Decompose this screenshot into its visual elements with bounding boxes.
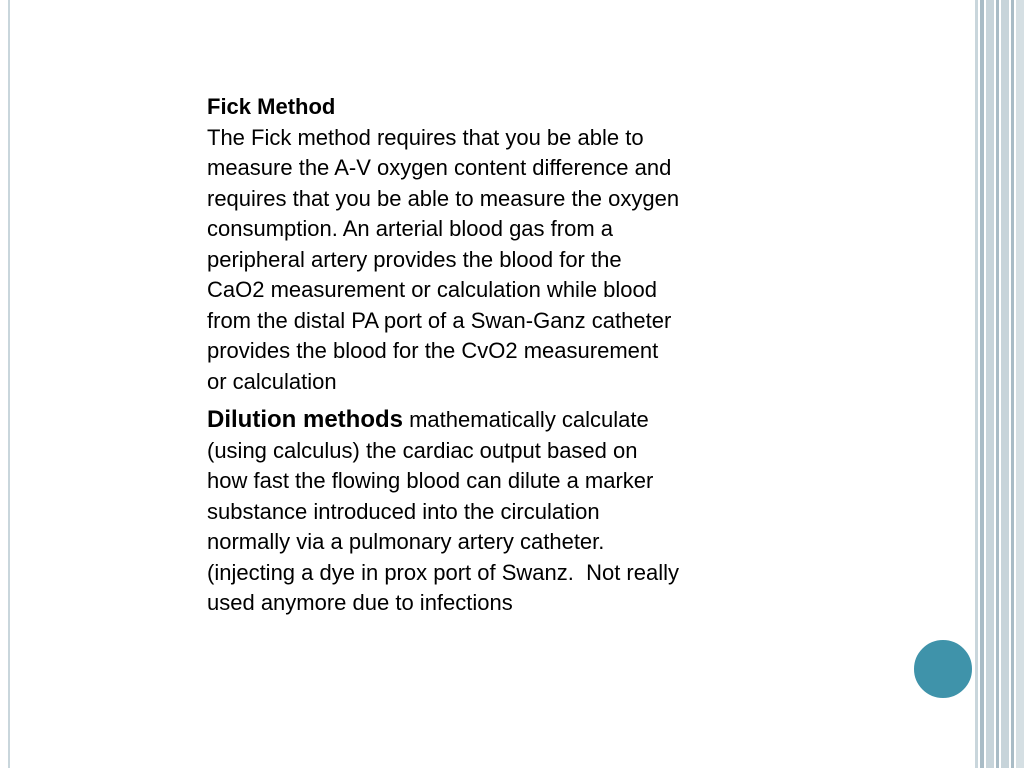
fick-heading: Fick Method xyxy=(207,94,336,119)
dilution-line: (using calculus) the cardiac output based on xyxy=(207,437,638,463)
fick-line: or calculation xyxy=(207,368,337,394)
decorative-circle xyxy=(912,638,974,700)
fick-paragraph xyxy=(207,92,767,397)
fick-line: measure the A-V oxygen content difference and xyxy=(207,155,672,180)
dilution-line: (injecting a dye in prox port of Swanz. Not really xyxy=(207,559,680,585)
dilution-line: how fast the flowing blood can dilute a marker xyxy=(207,468,654,493)
right-stripe xyxy=(986,0,994,768)
dilution-paragraph xyxy=(207,405,767,619)
right-stripe xyxy=(996,0,999,768)
left-border-line xyxy=(8,0,10,768)
right-stripe xyxy=(980,0,984,768)
right-stripe xyxy=(1016,0,1024,768)
dilution-line: normally via a pulmonary artery catheter. xyxy=(207,529,605,554)
fick-line: requires that you be able to measure the oxygen xyxy=(207,185,680,211)
dilution-line: mathematically calculate xyxy=(402,407,649,432)
right-stripe xyxy=(1001,0,1009,768)
right-stripe xyxy=(1011,0,1014,768)
fick-line: peripheral artery provides the blood for the xyxy=(207,246,622,272)
dilution-line: used anymore due to infections xyxy=(207,590,513,615)
fick-line: from the distal PA port of a Swan-Ganz catheter xyxy=(207,307,672,333)
dilution-heading: Dilution methods xyxy=(207,406,403,433)
fick-line: The Fick method requires that you be able to xyxy=(207,124,644,150)
fick-line: provides the blood for the CvO2 measurement xyxy=(207,338,659,363)
right-stripe xyxy=(975,0,978,768)
slide-body xyxy=(207,92,767,619)
fick-line: CaO2 measurement or calculation while blood xyxy=(207,277,658,302)
dilution-line: substance introduced into the circulation xyxy=(207,498,600,524)
fick-line: consumption. An arterial blood gas from a xyxy=(207,216,614,241)
